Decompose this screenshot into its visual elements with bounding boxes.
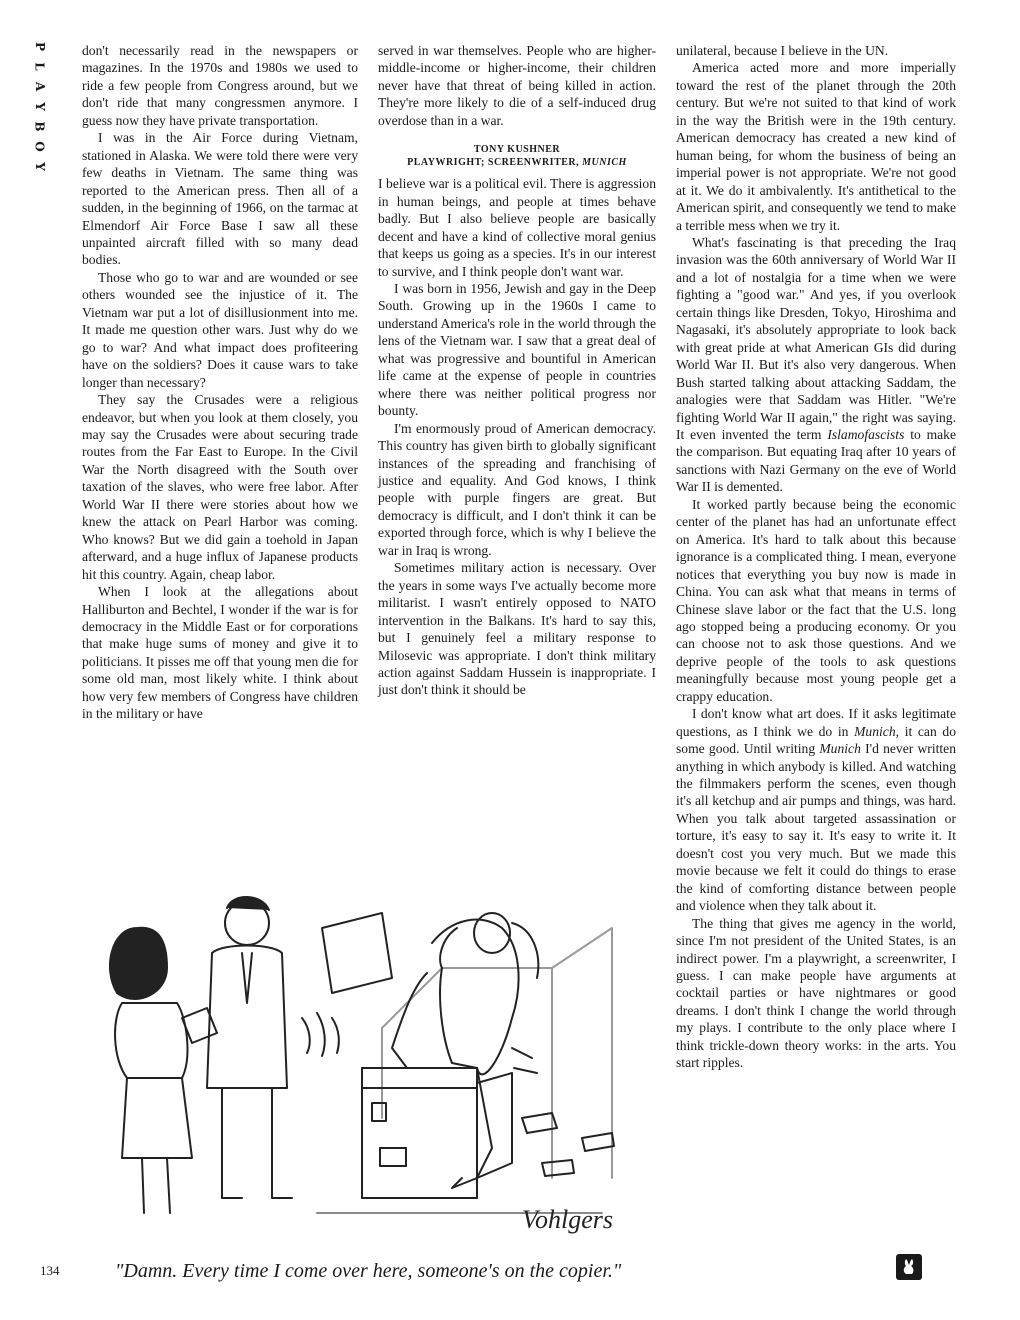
paragraph: It worked partly because being the economic center of the planet has had an unfortunate effect on America. It's hard to talk about this because ignorance is a complicated thing. I mean, everyone notices that everything you buy now is made in China. You can ask what that means in terms of Chinese slave labor or the fact that the U.S. long ago stopped being a producing economy. Or you can choose not to ask those questions. And we deprive people of the tools to ask questions meaningfully because most young people get a crappy education.: [676, 496, 956, 704]
text-run: it can do some good. Until writing: [676, 723, 957, 757]
italic-title: Munich: [819, 741, 861, 757]
paragraph: I was in the Air Force during Vietnam, stationed in Alaska. We were told there were very few deaths in Vietnam. The same thing was reported to the American press. Then all of a sudden, in the beginning of 1966, on the tarmac at Elmendorf Air Force Base I saw all these unpainted aircraft filled with so many dead bodies.: [82, 130, 358, 268]
paragraph: I was born in 1956, Jewish and gay in the Deep South. Growing up in the 1960s I came to understand America's role in the world through the lens of the Vietnam war. I saw that a great deal of what was progressive and bountiful in American life came at the expense of people in countries where there was neither political progress nor bounty.: [378, 280, 656, 419]
paragraph: I'm enormously proud of American democracy. This country has given birth to globally significant instances of the spreading and franchising of justice and equality. And God knows, I think people with purple fingers are great. But democracy is difficult, and I don't think it can be exported through force, which is why I believe the war in Iraq is wrong.: [378, 420, 656, 558]
paragraph: The thing that gives me agency in the world, since I'm not president of the United States, is an indirect power. I'm a playwright, a screenwriter, I guess. I can make people have arguments at cocktail parties or have nightmares or good dreams. I don't think I change the world through my plays. I contribute to the only place where I think trickle-down theory works: in the arts. You start ripples.: [676, 915, 956, 1071]
byline-role: [378, 156, 656, 169]
cartoon-illustration: [82, 818, 652, 1248]
label-letter: A: [33, 81, 47, 93]
label-letter: P: [33, 41, 47, 53]
text-run: What's fascinating is that preceding the Iraq invasion was the 60th anniversary of World War II and a lot of nostalgia for a time when we were fighting a "good war." And yes, if you overlook certain things like Dresden, Tokyo, Hiroshima and Nagasaki, it's absolutely appropriate to look back with great pride at what American GIs did during World War II. But it's also very dangerous. When Bush started talking about attacking Saddam, the analogies were that Saddam was Hitler. "We're fighting World War II again," the right was saying. It even invented the term: [676, 234, 956, 442]
italic-term: Islamofascists: [827, 426, 905, 442]
label-letter: Y: [32, 102, 47, 112]
paragraph: Those who go to war and are wounded or see others wounded see the injustice of it. The Vietnam war put a lot of disillusionment into me. It made me question other wars. Just why do we go to war? And what impact does profiteering have on the soldiers? Does it cause wars to take longer than necessary?: [82, 269, 358, 390]
column-1: [82, 42, 358, 723]
paragraph: unilateral, because I believe in the UN.: [676, 43, 889, 58]
byline-name: TONY KUSHNER: [473, 144, 561, 156]
byline-role-prefix: PLAYWRIGHT; SCREENWRITER,: [407, 157, 583, 169]
label-letter: O: [32, 141, 47, 153]
page-number: 134: [40, 1263, 60, 1278]
label-letter: Y: [32, 162, 47, 172]
paragraph: [676, 705, 956, 914]
cartoonist-signature: Vohlgers: [522, 1205, 613, 1234]
paragraph: They say the Crusades were a religious endeavor, but when you look at them closely, you may say the Crusades were about securing trade routes from the Far East to Europe. In the Civil War the North disagreed with the South over taxation of the slaves, who were free labor. After World War II there were stories about how we knew the attack on Pearl Harbor was coming. Who knows? But we did gain a toehold in Japan afterward, and a huge influx of Japanese products hit this country. Again, cheap labor.: [82, 392, 358, 582]
text-run: to make the comparison. But equating Iraq after 10 years of sanctions with Nazi Germany on the eve of World War II is demented.: [676, 426, 957, 495]
cartoon-caption: "Damn. Every time I come over here, someone's on the copier.": [115, 1260, 622, 1282]
bunny-logo-icon: [896, 1254, 922, 1280]
label-letter: L: [33, 62, 47, 72]
paragraph: don't necessarily read in the newspapers or magazines. In the 1970s and 1980s we used to ride a few people from Congress around, but we don't ride that many congressmen anymore. I guess now they have private transportation.: [82, 43, 358, 128]
column-2: [378, 42, 656, 699]
byline-role-title: MUNICH: [582, 157, 627, 169]
paragraph: [676, 234, 956, 496]
paragraph: served in war themselves. People who are higher-middle-income or higher-income, their children never have that threat of being killed in action. They're more likely to die of a self-induced drug overdose than in a war.: [378, 43, 656, 128]
magazine-vertical-label: [30, 40, 50, 174]
column-3: [676, 42, 956, 1072]
text-run: I'd never written anything in which anybody is killed. And watching the filmmakers perform the scenes, even though it's all ketchup and air pumps and things, was hard. When you talk about targeted assassination or torture, it's easy to say it. It's easy to write it. It doesn't cost you very much. But we made this movie because we felt it could do things to erase the kind of comforting distance between people and violence when they talk about it.: [676, 741, 956, 914]
byline: [378, 143, 656, 169]
paragraph: I believe war is a political evil. There is aggression in human beings, and people at times behave badly. But I also believe people are basically decent and have a kind of collective moral genius that keeps us going as a species. It's in our interest to survive, and I think people don't want war.: [378, 176, 656, 279]
text-run: I don't know what art does. If it asks legitimate questions, as I think we do in: [676, 706, 956, 739]
paragraph: When I look at the allegations about Halliburton and Bechtel, I wonder if the war is for democracy in the Middle East or for corporations that make huge sums of money and give it to politicians. It pisses me off that young men die for some old man, most likely white. I think about how very few members of Congress have children in the military or have: [82, 584, 358, 722]
paragraph: Sometimes military action is necessary. Over the years in some ways I've actually become more militarist. I wasn't entirely opposed to NATO intervention in the Balkans. It's hard to say this, but I genuinely feel a military response to Milosevic was appropriate. I don't think military action against Saddam Hussein is inappropriate. I just don't think it should be: [378, 560, 656, 698]
italic-title: Munich,: [854, 723, 900, 739]
paragraph: America acted more and more imperially toward the rest of the planet through the 20th century. But we're not suited to that kind of work in the way the British were in the 19th century. American democracy has created a new kind of human being, for whom the business of being an imperial power is not appropriate. We're not good at it. We do it ambivalently. It's antithetical to the American spirit, and consequently we tend to make a terrible mess when we try it.: [676, 60, 956, 233]
label-letter: B: [33, 121, 47, 133]
